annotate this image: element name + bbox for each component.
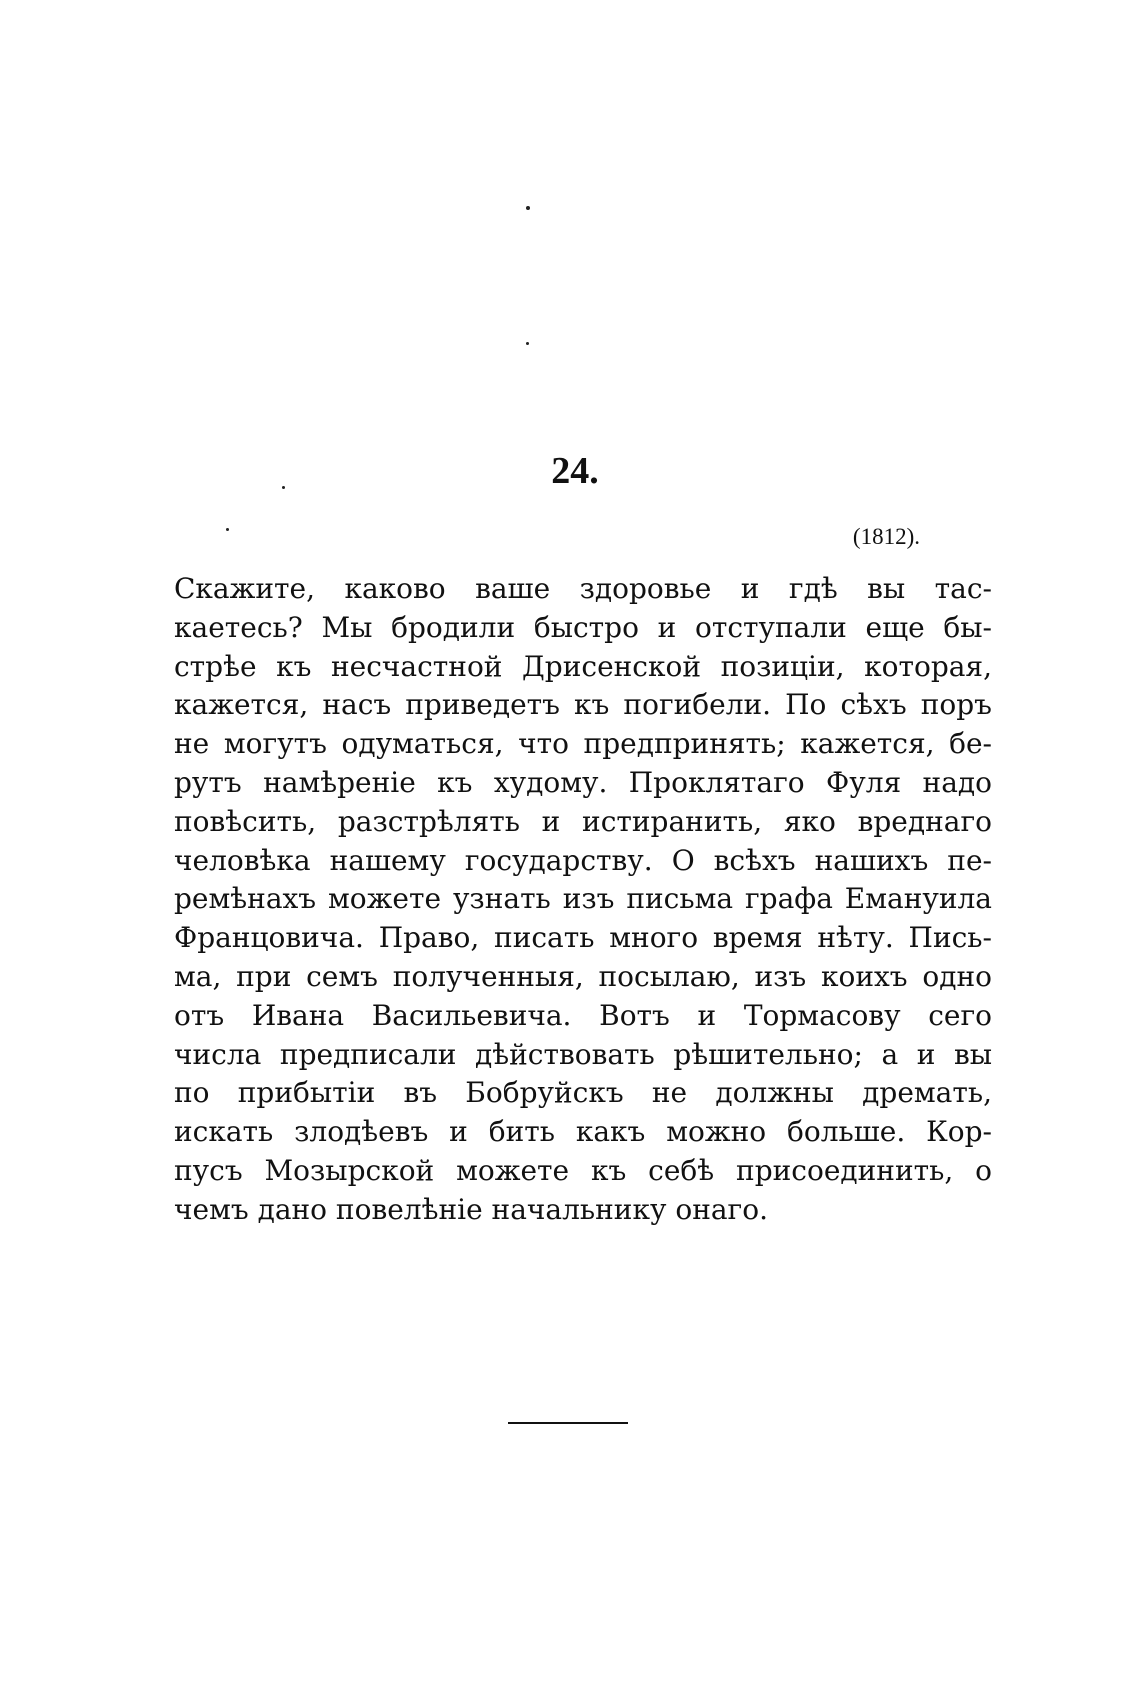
scan-speck (526, 342, 529, 345)
body-line: отъ Ивана Васильевича. Вотъ и Тормасову сего (174, 998, 992, 1032)
scan-speck (526, 206, 530, 210)
scan-speck (226, 528, 229, 531)
letter-body (174, 570, 992, 1230)
body-line-last: чемъ дано повелѣніе начальнику онаго. (174, 1192, 768, 1226)
body-line: по прибытіи въ Бобруйскъ не должны дремать, (174, 1076, 992, 1110)
closing-rule (508, 1422, 628, 1424)
letter-number: 24. (551, 450, 599, 492)
body-line: ма, при семъ полученныя, посылаю, изъ коихъ одно (174, 959, 992, 993)
body-line: рутъ намѣреніе къ худому. Проклятаго Фуля надо (174, 765, 992, 799)
body-line: искать злодѣевъ и бить какъ можно больше. Кор- (174, 1115, 992, 1149)
body-line: кажется, насъ приведетъ къ погибели. По сѣхъ поръ (174, 688, 992, 722)
body-line: повѣсить, разстрѣлять и истиранить, яко вреднаго (174, 804, 992, 838)
body-line: Францовича. Право, писать много время нѣту. Пись- (174, 921, 992, 955)
body-line: человѣка нашему государству. О всѣхъ нашихъ пе- (174, 843, 992, 877)
body-line: Скажите, каково ваше здоровье и гдѣ вы тас- (174, 572, 992, 605)
body-line: стрѣе къ несчастной Дрисенской позиціи, которая, (174, 649, 992, 683)
body-line: каетесь? Мы бродили быстро и отступали еще бы- (174, 610, 992, 644)
body-line: ремѣнахъ можете узнать изъ письма графа Емануила (174, 882, 992, 916)
body-line: числа предписали дѣйствовать рѣшительно; а и вы (174, 1037, 992, 1071)
body-line: не могутъ одуматься, что предпринять; кажется, бе- (174, 727, 992, 761)
body-line: пусъ Мозырской можете къ себѣ присоединить, о (174, 1153, 992, 1187)
letter-date: (1812). (852, 524, 920, 549)
